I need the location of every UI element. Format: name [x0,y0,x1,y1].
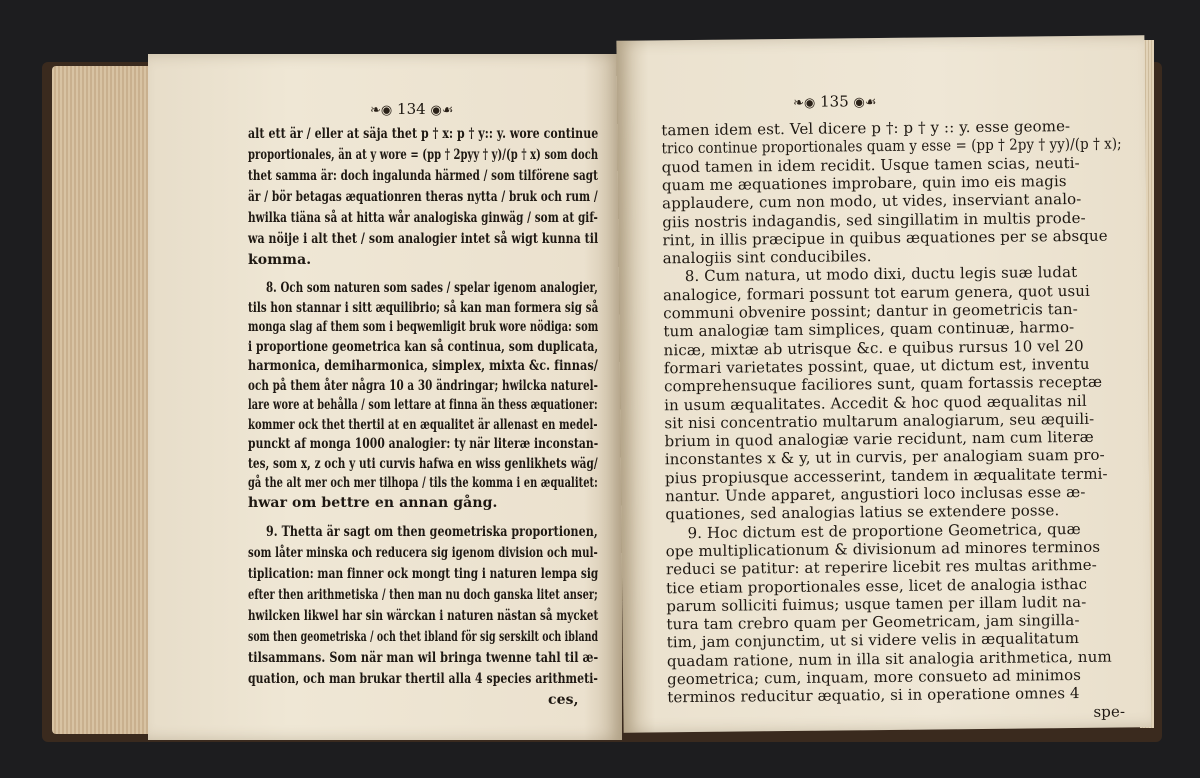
text-line: som låter minska och reducera sig igenom division och mul- [248,545,598,561]
text-line: punckt af monga 1000 analogier: ty när literæ inconstan- [248,436,599,452]
text-line: i proportione geometrica kan så continua, som duplicata, [248,338,599,355]
page-header-left [370,100,453,120]
text-line: reduci se patitur: at reperire licebit res multas arithme- [665,555,1098,579]
text-line: tum analogiæ tam simplices, quam continuæ, harmo- [663,318,1075,341]
text-line: parum solliciti fuimus; usque tamen per illam ludit na- [666,592,1087,616]
text-line: hwar om bettre en annan gång. [248,494,498,511]
text-line: quation, och man brukar thertil alla 4 species arithmeti- [248,671,598,687]
text-line: communi obvenire possint; dantur in geometricis tan- [663,299,1078,323]
text-line: komma. [248,252,312,268]
text-line: pius propiusque accesserint, tandem in æqualitate termi- [664,464,1108,487]
page-edges-left [52,66,152,734]
text-line: tamen idem est. Vel dicere p †: p † y :: y. esse geome- [661,117,1071,140]
text-line: gå the alt mer och mer tilhopa / tils the komma i en æqualitet: [248,475,598,491]
text-line: alt ett är / eller at säja thet p † x: p † y:: y. wore continue [248,126,599,142]
text-line: quationes, sed analogias latius se extendere posse. [665,501,1060,524]
text-line: sit nisi concentratio multarum analogiarum, seu æquili- [664,409,1095,433]
ornament-icon: ❧◉ [370,103,393,118]
text-line: applaudere, cum non modo, ut vides, inserviant analo- [662,190,1082,213]
text-line: och på them åter några 10 a 30 ändringar; hwilcka naturel- [248,377,598,394]
page-number: 135 [819,92,849,111]
text-line: nicæ, mixtæ ab utrisque &c. e quibus rursus 10 vel 20 [663,336,1084,359]
text-line: tils hon stannar i sitt æquilibrio; så kan man formera sig så [248,299,599,316]
text-line: efter then arithmetiska / then man nu doch ganska litet anser; [248,587,598,603]
text-line: in usum æqualitates. Accedit & hoc quod æqualitas nil [664,391,1087,414]
text-line: spe- [1093,702,1126,721]
right-page [616,35,1151,732]
text-line: tiplication: man finner ock mongt ting i naturen lempa sig [248,566,599,582]
text-line: quam me æquationes improbare, quin imo eis magis [661,171,1067,195]
text-line: analogice, formari possunt tot earum genera, quot usui [662,281,1090,304]
text-line: ope multiplicationum & divisionum ad minores terminos [665,537,1101,561]
text-line: proportionales, än at y wore = (pp † 2pyy † y)/(p † x) som doch [248,147,599,163]
ornament-icon: ◉☙ [430,103,454,118]
text-line: hwilcken likwel har sin wärckan i naturen nästan så mycket [248,608,599,624]
text-line: quod tamen in idem recidit. Usque tamen scias, neuti- [661,153,1080,176]
text-line: 9. Hoc dictum est de proportione Geometrica, quæ [687,519,1081,542]
text-line: harmonica, demiharmonica, simplex, mixta &c. finnas/ [248,358,598,374]
text-line: thet samma är: doch ingalunda härmed / som tilförene sagt [248,168,598,184]
ornament-icon: ❧◉ [792,95,816,111]
text-line: ces, [548,692,579,708]
text-line: tes, som x, z och y uti curvis hafwa en wiss genlikhets wäg/ [248,455,598,472]
text-line: 8. Cum natura, ut modo dixi, ductu legis suæ ludat [684,263,1078,286]
text-line: terminos reducitur æquatio, si in operatione omnes 4 [667,684,1080,707]
text-line: är / bör betagas æquationren theras nytta / bruk och rum / [248,189,598,205]
left-page [148,54,622,740]
ornament-icon: ◉☙ [853,95,877,111]
text-line: tim, jam conjunctim, ut si videre velis in æqualitatum [666,629,1080,652]
text-line: lare wore at behålla / som lettare at finna än thess æquationer: [248,397,598,413]
text-line: brium in quod analogiæ varie recidunt, nam cum literæ [664,427,1094,451]
text-line: hwilka tiäna så at hitta wår analogiska ginwäg / som at gif- [248,210,598,226]
text-line: monga slag af them som i beqwemligit bruk wore nödiga: som [248,319,599,335]
text-line: nantur. Unde apparet, angustiori loco inclusas esse æ- [665,482,1086,506]
text-line: som then geometriska / och thet ibland för sig serskilt och ibland [248,629,599,645]
text-line: analogiis sint conducibiles. [662,247,872,268]
text-line: kommer ock thet thertil at en æqualitet är allenast en medel- [248,416,598,433]
text-line: tura tam crebro quam per Geometricam, jam singilla- [666,611,1080,634]
text-line: trico continue proportionales quam y esse = (pp † 2py † yy)/(p † x); [661,134,1122,158]
text-line: quadam ratione, num in illa sit analogia arithmetica, num [666,647,1112,670]
text-line: 9. Thetta är sagt om then geometriska proportionen, [266,524,598,540]
text-line: 8. Och som naturen som sades / spelar igenom analogier, [266,280,598,296]
text-line: tice etiam proportionales esse, licet de analogia isthac [666,574,1088,597]
page-number: 134 [397,100,426,118]
text-line: inconstantes x & y, ut in curvis, per analogiam suam pro- [664,446,1105,469]
text-line: tilsammans. Som när man wil bringa twenne tahl til æ- [248,650,599,666]
text-line: wa nöije i alt thet / som analogier intet så wigt kunna til [248,231,599,247]
text-line: comprehensuque faciliores sunt, quam fortassis receptæ [663,372,1103,396]
text-line: rint, in illis præcipue in quibus æquationes per se absque [662,226,1108,250]
text-line: geometrica; cum, inquam, more consueto ad minimos [666,665,1082,689]
page-header-right [793,92,877,113]
text-line: giis nostris indagandis, sed singillatim in multis prode- [662,208,1086,231]
text-line: formari varietates possint, quae, ut dictum est, inventu [663,354,1090,378]
